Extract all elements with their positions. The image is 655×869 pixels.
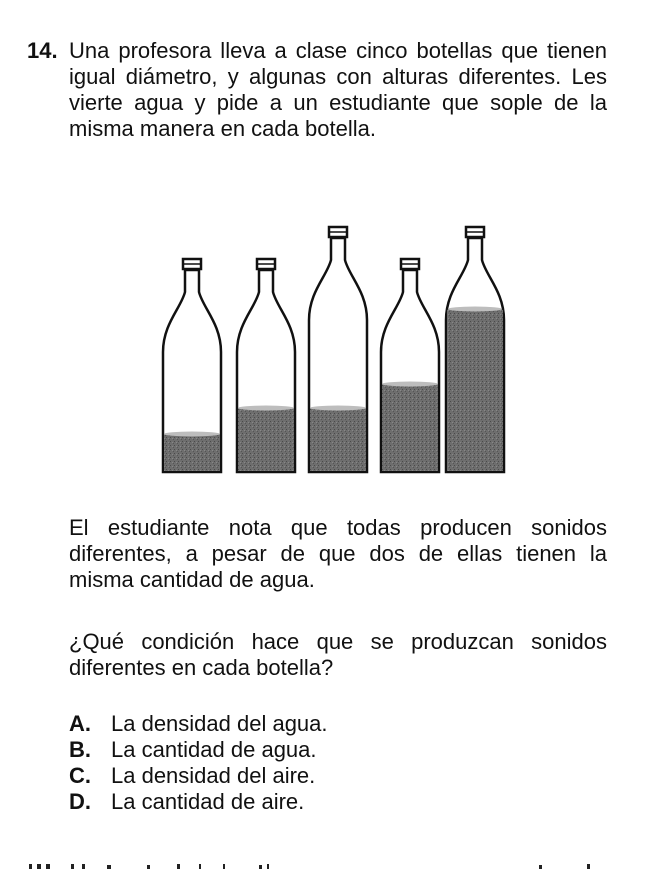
five-bottles-with-water-icon <box>145 212 530 487</box>
observation-text: El estudiante nota que todas producen sonidos diferentes, a pesar de que dos de ellas tienen la misma cantidad de agua. <box>69 515 607 592</box>
bottle-5 <box>446 227 504 472</box>
bottle-4 <box>381 259 439 472</box>
option-c[interactable] <box>69 763 609 789</box>
option-letter: C. <box>69 763 91 788</box>
answer-options <box>69 711 609 815</box>
option-d[interactable] <box>69 789 609 815</box>
option-text: La cantidad de agua. <box>111 737 317 762</box>
option-text: La densidad del agua. <box>111 711 328 736</box>
bottle-3-water <box>310 408 366 471</box>
bottle-1-water <box>164 434 220 471</box>
bottle-5-water <box>447 308 503 471</box>
bottle-2 <box>237 259 295 472</box>
bottle-4-water <box>382 384 438 471</box>
bottle-2-water <box>238 408 294 471</box>
cutoff-text-fragment-icon <box>27 856 607 869</box>
question-14 <box>27 38 607 142</box>
option-letter: D. <box>69 789 91 814</box>
question-stem: Una profesora lleva a clase cinco botellas que tienen igual diámetro, y algunas con alturas diferentes. Les vierte agua y pide a un estudiante que sople de la misma manera en cada botella. <box>69 38 607 141</box>
bottle-1 <box>163 259 221 472</box>
question-prompt: ¿Qué condición hace que se produzcan sonidos diferentes en cada botella? <box>69 629 607 680</box>
next-question-cutoff <box>27 856 607 869</box>
option-a[interactable] <box>69 711 609 737</box>
question-header <box>27 38 607 142</box>
bottles-figure <box>145 212 530 487</box>
option-b[interactable] <box>69 737 609 763</box>
question-number: 14. <box>27 38 58 63</box>
option-text: La densidad del aire. <box>111 763 316 788</box>
bottle-3 <box>309 227 367 472</box>
option-text: La cantidad de aire. <box>111 789 305 814</box>
option-letter: A. <box>69 711 91 736</box>
option-letter: B. <box>69 737 91 762</box>
